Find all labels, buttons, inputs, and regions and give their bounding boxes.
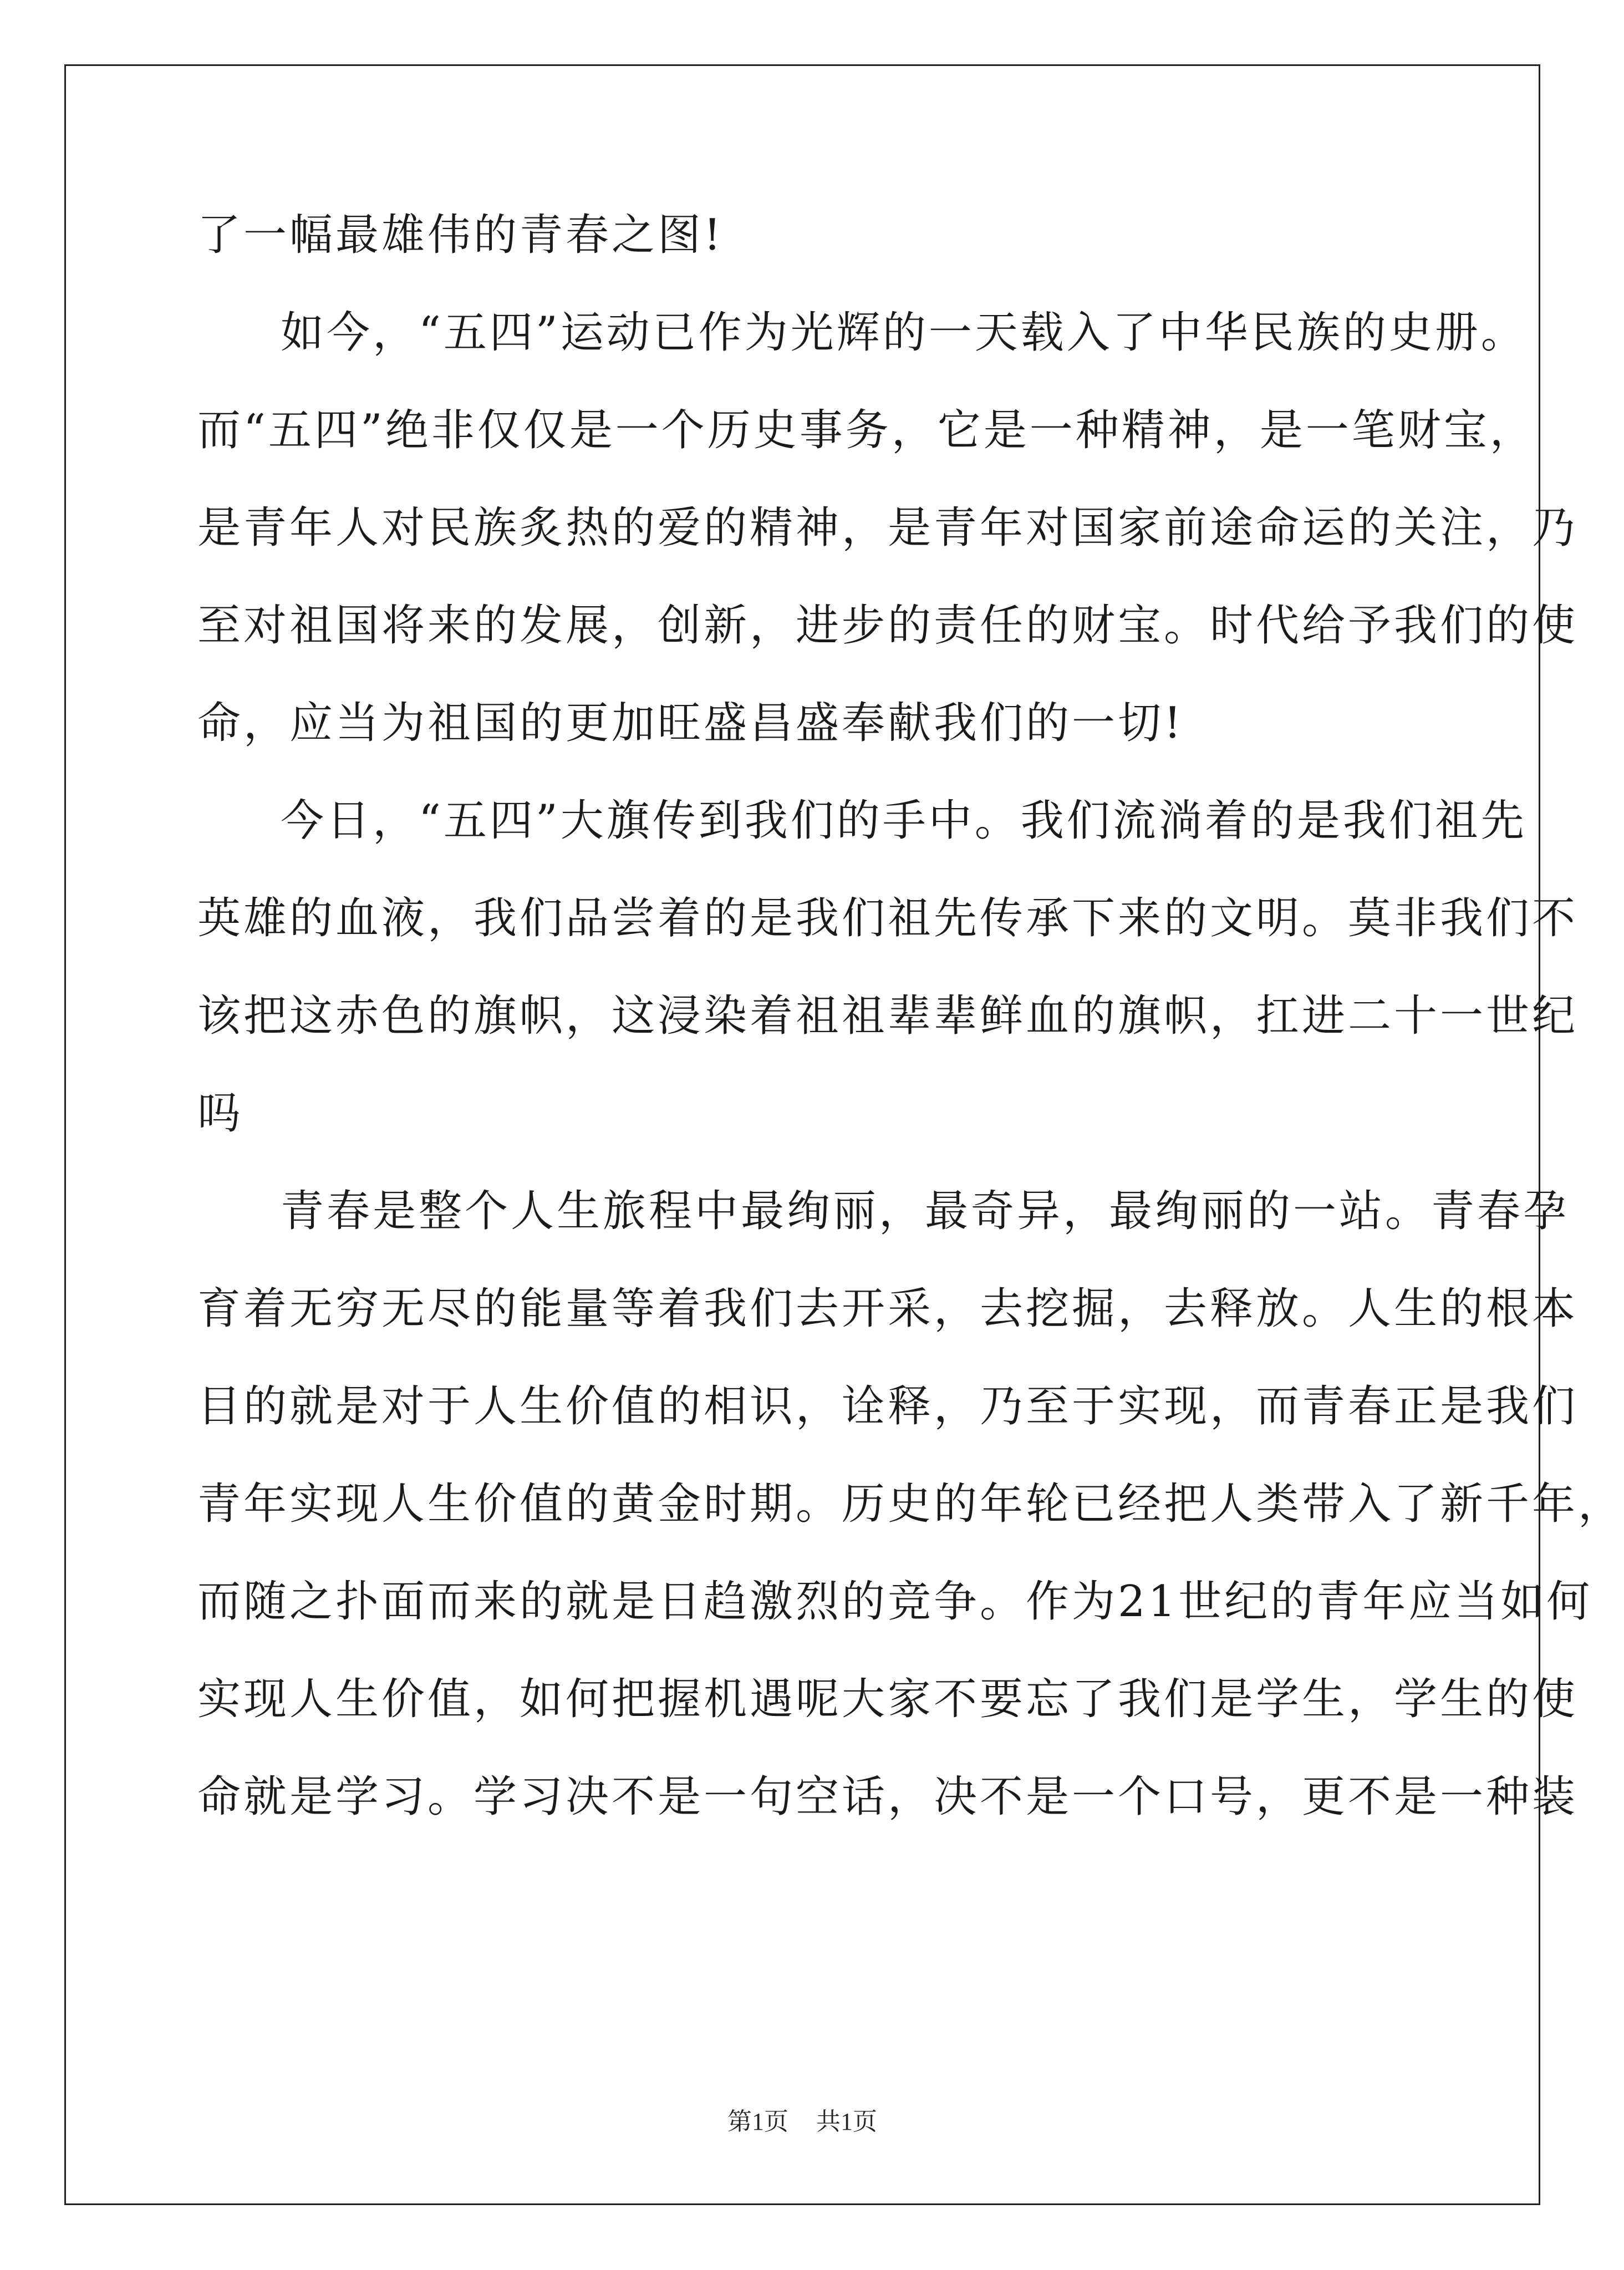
text-line: 英雄的血液，我们品尝着的是我们祖先传承下来的文明。莫非我们不 — [197, 893, 1579, 943]
page-footer — [0, 2105, 1605, 2139]
text-line: 育着无穷无尽的能量等着我们去开采，去挖掘，去释放。人生的根本 — [197, 1284, 1579, 1334]
text-line: 命就是学习。学习决不是一句空话，决不是一个口号，更不是一种装 — [197, 1772, 1579, 1822]
text-line: 至对祖国将来的发展，创新，进步的责任的财宝。时代给予我们的使 — [197, 601, 1579, 651]
page-number: 第1页 — [727, 2108, 788, 2135]
text-line: 目的就是对于人生价值的相识，诠释，乃至于实现，而青春正是我们 — [197, 1382, 1579, 1431]
text-line: 了一幅最雄伟的青春之图! — [197, 210, 724, 260]
text-line: 是青年人对民族炙热的爱的精神，是青年对国家前途命运的关注，乃 — [197, 503, 1579, 553]
text-line: 今日，“五四”大旗传到我们的手中。我们流淌着的是我们祖先 — [281, 796, 1527, 846]
document-body — [197, 186, 1624, 1846]
text-line: 而“五四”绝非仅仅是一个历史事务，它是一种精神，是一笔财宝， — [197, 405, 1536, 455]
text-line: 该把这赤色的旗帜，这浸染着祖祖辈辈鲜血的旗帜，扛进二十一世纪 — [197, 991, 1579, 1041]
text-line: 而随之扑面而来的就是日趋激烈的竞争。作为21世纪的青年应当如何 — [197, 1577, 1593, 1627]
text-line: 实现人生价值，如何把握机遇呢大家不要忘了我们是学生，学生的使 — [197, 1674, 1579, 1724]
text-line: 青年实现人生价值的黄金时期。历史的年轮已经把人类带入了新千年， — [197, 1479, 1624, 1529]
page-total: 共1页 — [816, 2108, 877, 2135]
text-line: 青春是整个人生旅程中最绚丽，最奇异，最绚丽的一站。青春孕 — [281, 1186, 1570, 1236]
text-line: 如今，“五四”运动已作为光辉的一天载入了中华民族的史册。 — [281, 308, 1527, 358]
text-line: 吗 — [197, 1089, 244, 1139]
text-line: 命，应当为祖国的更加旺盛昌盛奉献我们的一切! — [197, 698, 1184, 748]
